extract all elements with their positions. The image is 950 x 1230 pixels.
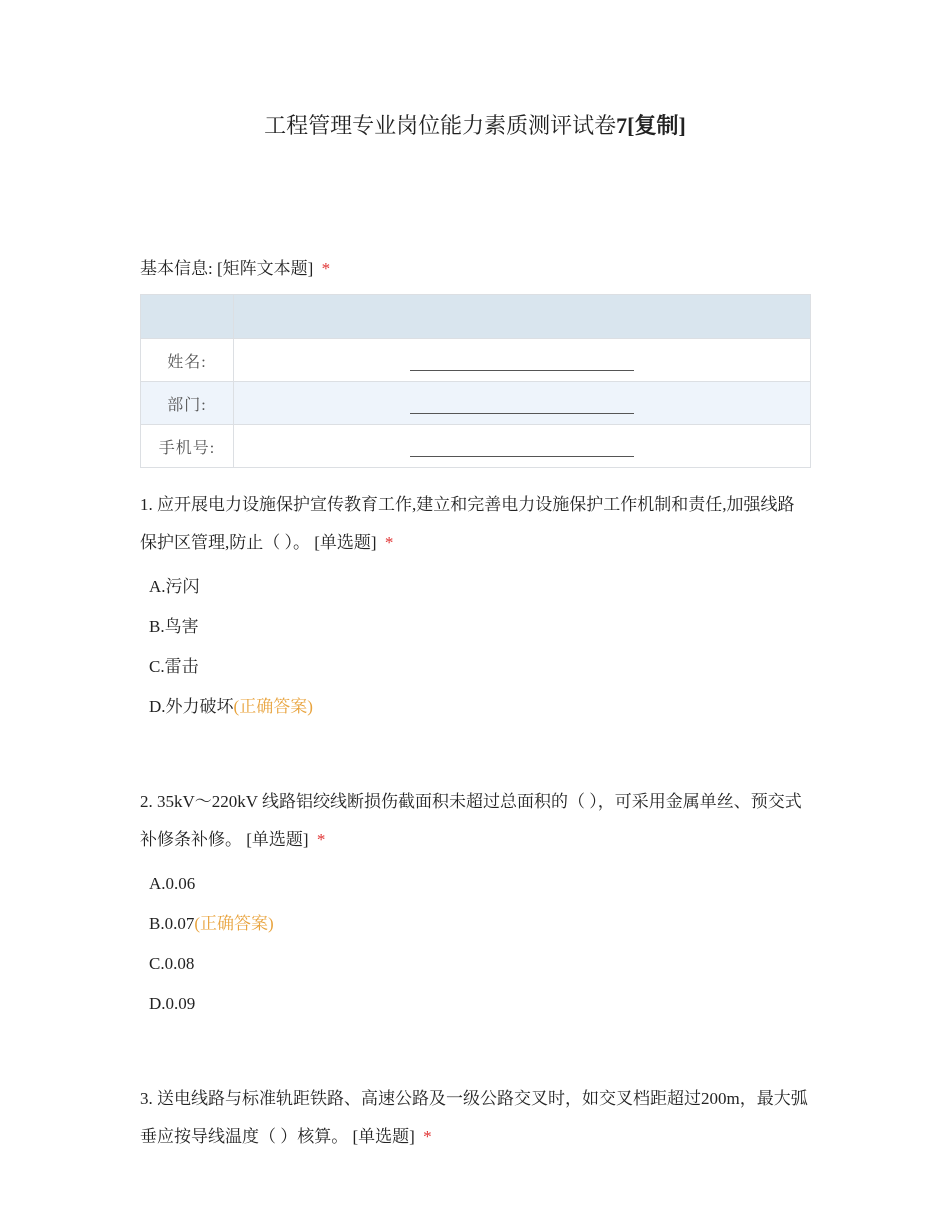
option-a[interactable]: [149, 864, 810, 904]
title-number: 7: [616, 113, 628, 138]
option-text: D.外力破坏: [149, 697, 234, 716]
question-type: [单选题]: [352, 1127, 415, 1146]
matrix-row-name: [141, 339, 811, 382]
correct-answer-label: (正确答案): [194, 914, 274, 933]
question-spacer: [140, 1024, 810, 1062]
option-text: A.0.06: [149, 874, 196, 893]
required-mark: *: [321, 259, 331, 278]
option-c[interactable]: [149, 647, 810, 687]
matrix-header-cell: [234, 295, 811, 339]
option-d[interactable]: [149, 984, 810, 1024]
question-3: [140, 1080, 810, 1156]
required-mark: *: [423, 1127, 432, 1146]
matrix-row-label: 部门:: [141, 382, 234, 425]
basic-info-type: [矩阵文本题]: [216, 259, 314, 278]
name-field[interactable]: [234, 339, 811, 382]
option-b[interactable]: [149, 607, 810, 647]
question-spacer: [140, 727, 810, 765]
option-text: A.污闪: [149, 577, 200, 596]
question-text: [140, 486, 810, 562]
department-field[interactable]: [234, 382, 811, 425]
question-1: [140, 486, 810, 727]
option-text: B.0.07: [149, 914, 195, 933]
required-mark: *: [316, 830, 326, 849]
page-title: [0, 110, 950, 142]
basic-info-matrix: [140, 294, 811, 468]
matrix-row-phone: [141, 425, 811, 468]
question-type: [单选题]: [246, 830, 309, 849]
matrix-header-cell: [141, 295, 234, 339]
department-blank-line[interactable]: [410, 399, 634, 414]
correct-answer-label: (正确答案): [233, 697, 313, 716]
option-list: [140, 864, 810, 1024]
option-text: D.0.09: [149, 994, 196, 1013]
question-type: [单选题]: [314, 533, 377, 552]
name-blank-line[interactable]: [410, 356, 634, 371]
option-text: C.0.08: [149, 954, 195, 973]
option-d[interactable]: [149, 687, 810, 727]
question-2-text: 2. 35kV～220kV 线路铝绞线断损伤截面积未超过总面积的（ ），可采用金属单丝、预交式补修条补修。: [140, 792, 802, 849]
question-2: [140, 783, 810, 1024]
matrix-row-department: [141, 382, 811, 425]
option-c[interactable]: [149, 944, 810, 984]
basic-info-heading: [140, 250, 810, 288]
phone-field[interactable]: [234, 425, 811, 468]
option-a[interactable]: [149, 567, 810, 607]
question-text: [140, 1080, 810, 1156]
required-mark: *: [384, 533, 394, 552]
phone-blank-line[interactable]: [410, 442, 634, 457]
option-text: C.雷击: [149, 657, 199, 676]
matrix-row-label: 姓名:: [141, 339, 234, 382]
basic-info-label: 基本信息:: [140, 259, 213, 278]
survey-content: [140, 250, 810, 1156]
option-b[interactable]: [149, 904, 810, 944]
question-3-text: 3. 送电线路与标准轨距铁路、高速公路及一级公路交叉时，如交叉档距超过200m，最大弧垂应按导线温度（ ）核算。: [140, 1089, 808, 1146]
question-1-text: 1. 应开展电力设施保护宣传教育工作,建立和完善电力设施保护工作机制和责任,加强线路保护区管理,防止（ ）。: [140, 495, 795, 552]
option-text: B.鸟害: [149, 617, 199, 636]
matrix-row-label: 手机号:: [141, 425, 234, 468]
matrix-header-row: [141, 295, 811, 339]
title-suffix: [复制]: [627, 113, 686, 138]
title-main: 工程管理专业岗位能力素质测评试卷: [264, 113, 617, 138]
option-list: [140, 567, 810, 727]
question-text: [140, 783, 810, 859]
